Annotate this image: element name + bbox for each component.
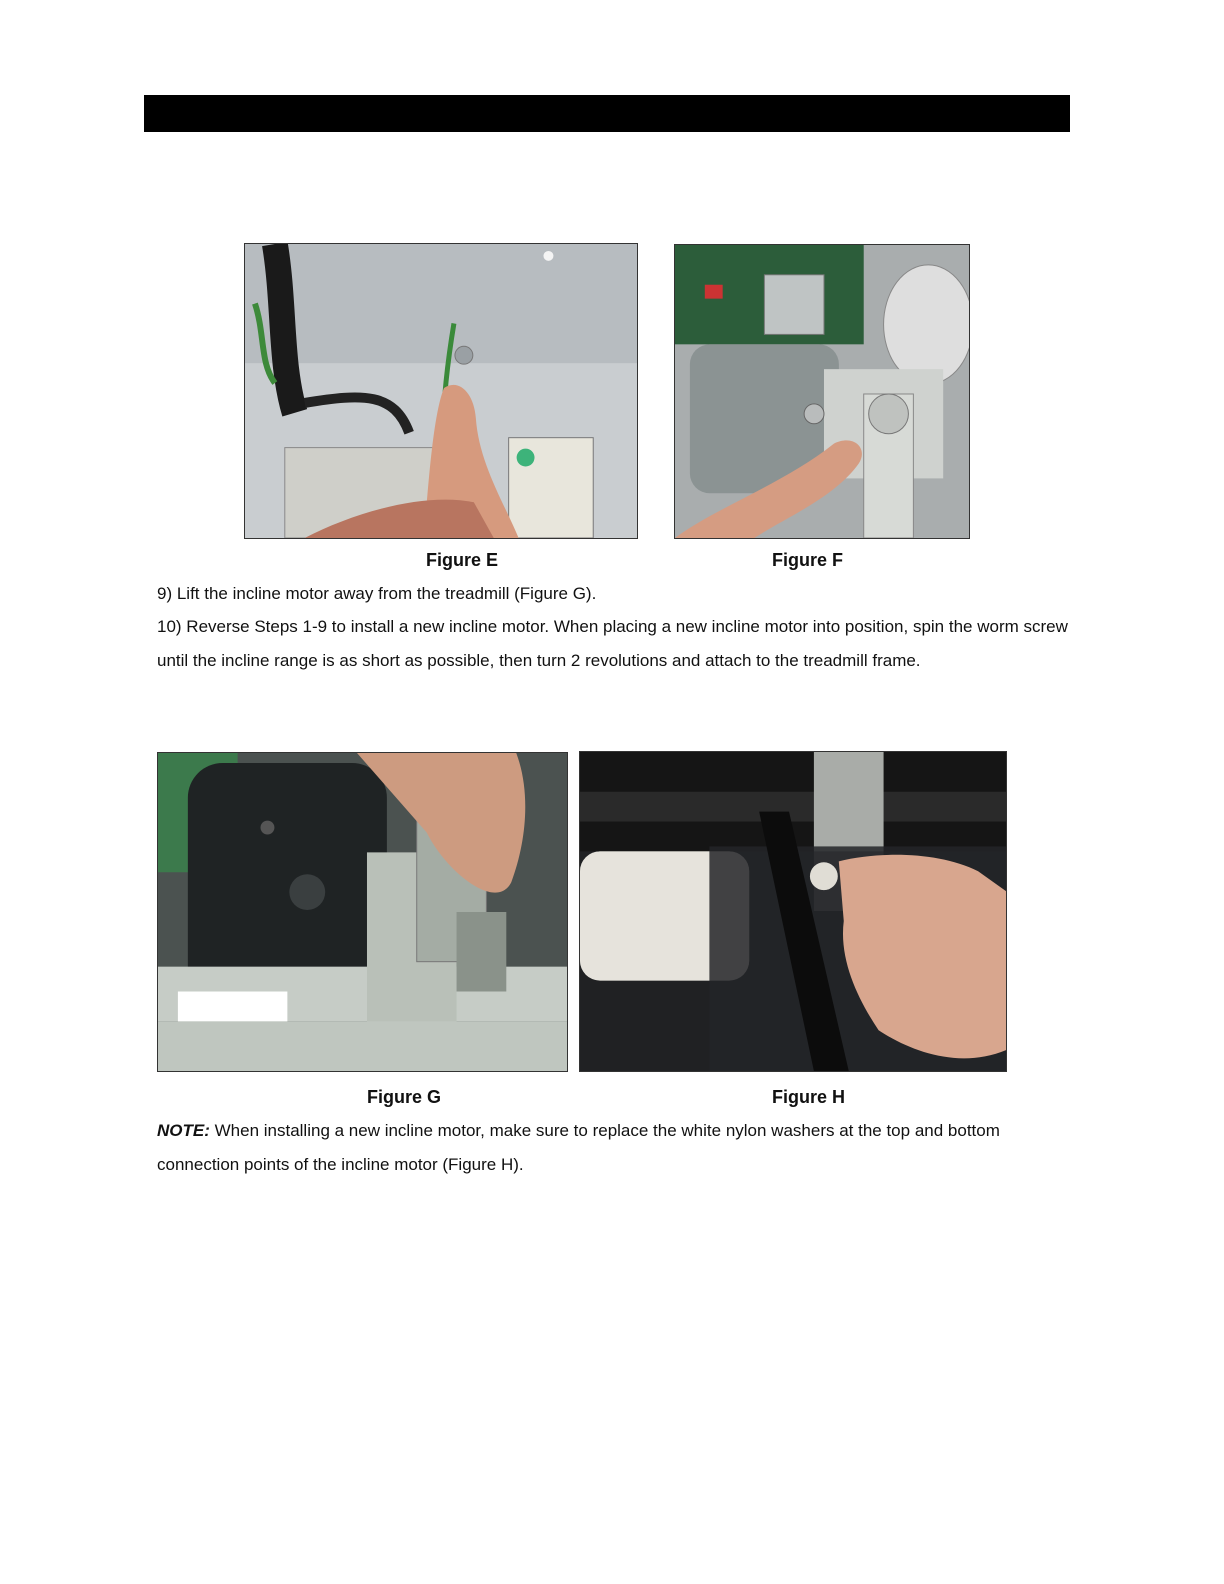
figure-e-photo [244,243,638,539]
note-text: When installing a new incline motor, make sure to replace the white nylon washers at the top and bottom connection points of the incline motor (Figure H). [157,1121,1000,1174]
step-9-text: 9) Lift the incline motor away from the treadmill (Figure G). [157,584,597,603]
note-paragraph [157,1114,1077,1181]
step-10-text: 10) Reverse Steps 1-9 to install a new incline motor. When placing a new incline motor into position, spin the worm screw until the incline range is as short as possible, then turn 2 revolutions and attach to the treadmill frame. [157,617,1068,670]
section-header-bar [144,95,1070,132]
figure-h-photo [579,751,1007,1072]
figure-f-photo [674,244,970,539]
figure-f-caption: Figure F [772,550,843,570]
note-label: NOTE: [157,1121,210,1140]
figure-e-caption: Figure E [426,550,499,570]
figure-h-caption: Figure H [772,1087,846,1107]
figure-g-caption: Figure G [367,1087,442,1107]
figure-g-photo [157,752,568,1072]
